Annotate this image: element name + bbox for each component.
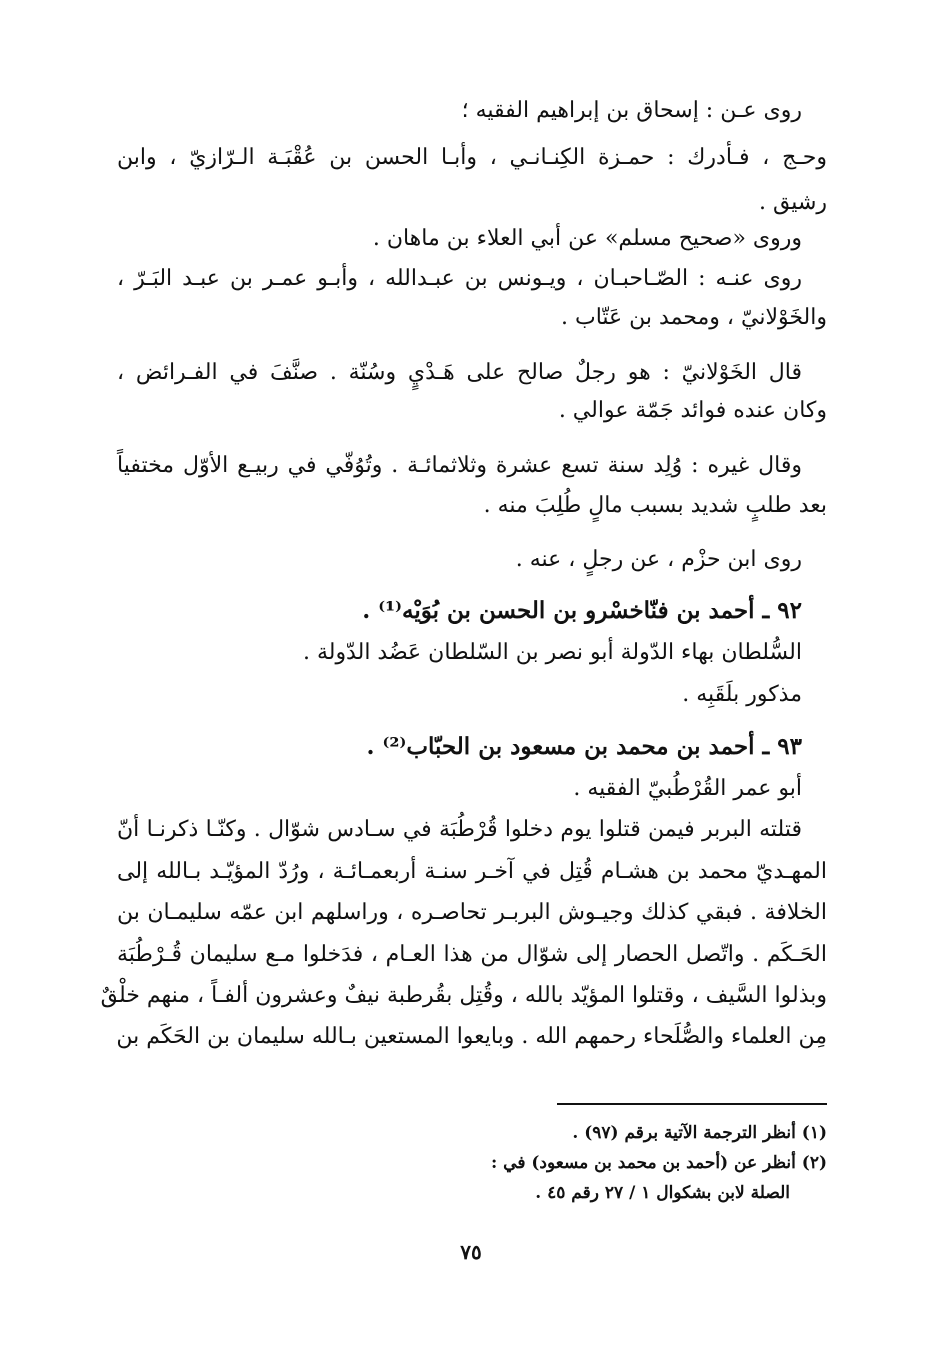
entry-93-line: الخلافة . فبقي كذلك وجيـوش البربـر تحاصـره ، وراسلهم ابن عمّه سليمـان بن <box>117 900 827 925</box>
footnote-2: (٢) أنظر عن (أحمد بن محمد بن مسعود) في : <box>490 1153 827 1173</box>
footnote-2-source: الصلة لابن بشكوال ١ / ٢٧ رقم ٤٥ . <box>535 1183 790 1203</box>
body-line: روى عـن : إسحاق بن إبراهيم الفقيه ؛ <box>461 98 802 123</box>
entry-92-line: السُّلطان بهاء الدّولة أبو نصر بن السّلطان عَضُد الدّولة . <box>302 640 802 665</box>
body-line: وروى «صحيح مسلم» عن أبي العلاء بن ماهان . <box>372 226 802 251</box>
body-line: قال الخَوْلانيّ : هو رجلٌ صالح على هَـدْيٍ وسُنّة . صنَّفَ في الفـرائض ، <box>117 360 802 385</box>
body-line: وحـج ، فـأدرك : حمـزة الكِنـانـي ، وأبـا الحسن بن عُقْبَـة الـرّازيّ ، وابن <box>117 145 827 170</box>
entry-93-line: الحَـكَم . واتّصل الحصار إلى شوّال من هذا العـام ، فدَخلوا مـع سليمان قُـرْطُبَة <box>117 942 827 967</box>
entry-93-line: المهـديّ محمد بن هشـام قُتِل في آخـر سنـة أربعمـائـة ، ورُدّ المؤيّـد بـالله إلى <box>117 859 827 884</box>
body-line: وقال غيره : وُلِد سنة تسع عشرة وثلاثمائـة . وتُوُفّي في ربيـع الأوّل مختفياً <box>117 453 802 478</box>
entry-heading-92: ٩٢ ـ أحمد بن فنّاخسْرو بن الحسن بن بُوَيْه⁽¹⁾ . <box>362 597 802 624</box>
entry-93-line: أبو عمر القُرْطُبيّ الفقيه . <box>573 776 802 801</box>
entry-heading-93: ٩٣ ـ أحمد بن محمد بن مسعود بن الحبّاب⁽²⁾ . <box>366 733 802 760</box>
footnote-1: (١) أنظر الترجمة الآتية برقم (٩٧) . <box>572 1123 827 1143</box>
body-line: روى ابن حزْم ، عن رجلٍ ، عنه . <box>515 547 802 572</box>
body-line: والخَوْلانيّ ، ومحمد بن عَتّاب . <box>561 305 827 330</box>
footnote-divider <box>557 1103 827 1105</box>
body-line: بعد طلبٍ شديد بسبب مالٍ طُلِبَ منه . <box>483 493 827 518</box>
page-number: ٧٥ <box>460 1240 482 1264</box>
entry-93-line: قتلته البربر فيمن قتلوا يوم دخلوا قُرْطُبَة في سـادس شوّال . وكنّـا ذكرنـا أنّ <box>117 817 802 842</box>
body-line: وكان عنده فوائد جَمّة عوالي . <box>558 398 827 423</box>
body-line: روى عنـه : الصّـاحبـان ، ويـونس بن عبـدالله ، وأبـو عمـر بن عبـد البَـرّ ، <box>117 266 802 291</box>
body-line: رشيق . <box>758 190 827 215</box>
entry-92-line: مذكور بلَقَبِه . <box>682 682 802 707</box>
entry-93-line: مِن العلماء والصُّلَحاء رحمهم الله . وبايعوا المستعين بـالله سليمان بن الحَكَم بن <box>116 1024 827 1049</box>
entry-93-line: وبذلوا السَّيف ، وقتلوا المؤيّد بالله ، وقُتِل بقُرطبة نيفٌ وعشرون ألفـاً ، منهم خلْقٌ <box>100 983 827 1008</box>
